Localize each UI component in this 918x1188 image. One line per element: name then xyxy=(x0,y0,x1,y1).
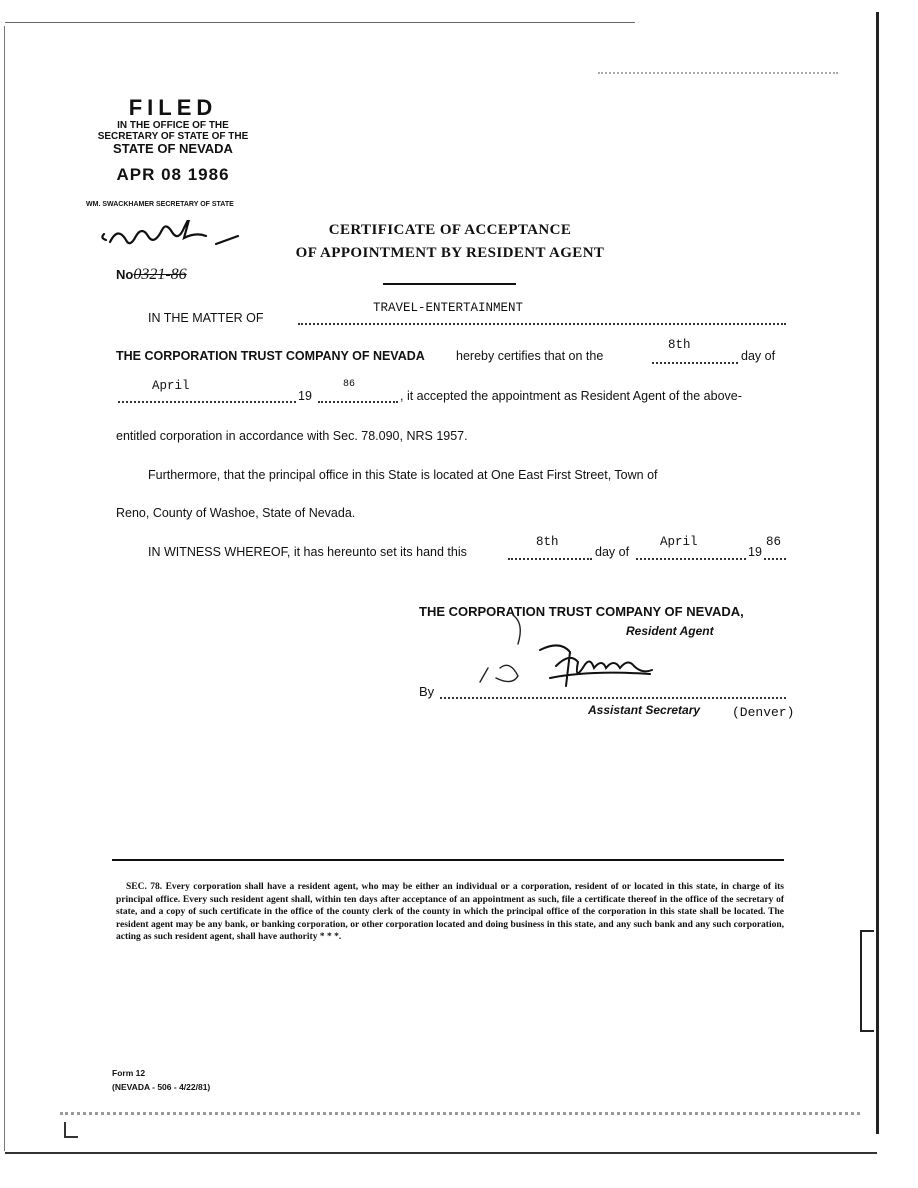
furthermore-line-2: Reno, County of Washoe, State of Nevada. xyxy=(116,506,356,520)
witness-text: IN WITNESS WHEREOF, it has hereunto set its hand this xyxy=(148,545,467,559)
witness-day: 8th xyxy=(536,535,559,549)
title-line-1: CERTIFICATE OF ACCEPTANCE xyxy=(328,222,572,238)
scan-bottom-rule xyxy=(5,1152,877,1154)
certifying-company: THE CORPORATION TRUST COMPANY OF NEVADA xyxy=(116,349,425,363)
agent-role: Resident Agent xyxy=(626,624,714,638)
certify-day-dots xyxy=(652,352,738,364)
certify-accepted-text: , it accepted the appointment as Resident Agent of the above- xyxy=(400,389,742,403)
witness-year-dots xyxy=(764,548,786,560)
stamp-officer: WM. SWACKHAMER SECRETARY OF STATE xyxy=(86,201,234,208)
certify-day-of: day of xyxy=(741,349,776,363)
by-label: By xyxy=(419,684,435,699)
witness-year: 86 xyxy=(766,535,782,549)
stamp-office-text: IN THE OFFICE OF THE xyxy=(117,120,229,131)
file-number xyxy=(116,266,187,284)
stamp-filed-text: FILED xyxy=(128,95,218,120)
form-identifier xyxy=(112,1066,210,1094)
document-title xyxy=(250,219,650,265)
footer-rule xyxy=(112,859,784,861)
certify-year: 86 xyxy=(343,379,356,390)
agent-company: THE CORPORATION TRUST COMPANY OF NEVADA, xyxy=(419,604,744,619)
certify-text: hereby certifies that on the xyxy=(456,349,604,363)
statute-excerpt xyxy=(116,881,784,944)
file-number-value: 0321-86 xyxy=(133,266,187,283)
statute-section-label: SEC. 78. xyxy=(126,882,163,892)
secretary-signature xyxy=(96,220,246,260)
matter-label: IN THE MATTER OF xyxy=(148,311,264,325)
witness-year-prefix: 19 xyxy=(748,545,762,559)
signature-dotted-line xyxy=(440,687,786,699)
agent-signature xyxy=(460,610,700,690)
form-number: Form 12 xyxy=(112,1068,146,1078)
scan-top-rule xyxy=(5,22,635,23)
signer-title: Assistant Secretary xyxy=(588,703,701,717)
stamp-secretary-text: SECRETARY OF STATE OF THE xyxy=(97,131,249,142)
matter-value: TRAVEL-ENTERTAINMENT xyxy=(373,301,524,315)
stamp-date: APR 08 1986 xyxy=(116,165,230,184)
certify-month: April xyxy=(152,379,190,393)
witness-day-of: day of xyxy=(595,545,630,559)
title-line-2: OF APPOINTMENT BY RESIDENT AGENT xyxy=(295,245,605,261)
filed-stamp xyxy=(78,96,268,185)
scan-left-edge xyxy=(4,26,5,1151)
certify-year-prefix: 19 xyxy=(298,389,312,403)
matter-dotted-line xyxy=(298,313,786,325)
certify-month-dots xyxy=(118,391,296,403)
certify-entitled-text: entitled corporation in accordance with Sec. 78.090, NRS 1957. xyxy=(116,429,468,443)
scan-right-edge xyxy=(876,12,879,1134)
witness-month-dots xyxy=(636,548,746,560)
statute-section-text: Every corporation shall have a resident agent, who may be either an individual or a corporation, resident of or located in this state, in charge of its principal office. Every such resident agent shall, within ten days after acceptance of an appointment as such, file a certificate thereof in the office of the secretary of state, and a copy of such certificate in the office of the county clerk of the county in which the principal office of the corporation in this state shall be located. The resident agent may be any bank, or banking corporation, or other corporation located and doing business in this state, and any such bank and any such corporation, acting as such resident agent, shall have authority * * *. xyxy=(116,882,784,942)
scan-bottom-speckle xyxy=(60,1112,860,1115)
furthermore-line-1: Furthermore, that the principal office in this State is located at One East First Street, Town of xyxy=(148,468,658,482)
scan-bracket-mark xyxy=(860,930,874,1032)
scan-top-speckle xyxy=(598,72,838,74)
form-code: (NEVADA - 506 - 4/22/81) xyxy=(112,1082,211,1092)
stamp-state-text: STATE OF NEVADA xyxy=(113,141,233,156)
certify-year-dots xyxy=(318,391,398,403)
title-underline xyxy=(383,283,516,285)
witness-day-dots xyxy=(508,548,592,560)
witness-month: April xyxy=(660,535,698,549)
certify-day: 8th xyxy=(668,338,691,352)
file-number-label: No xyxy=(116,267,134,282)
signer-location: (Denver) xyxy=(732,705,795,720)
scan-corner-mark xyxy=(64,1122,78,1138)
